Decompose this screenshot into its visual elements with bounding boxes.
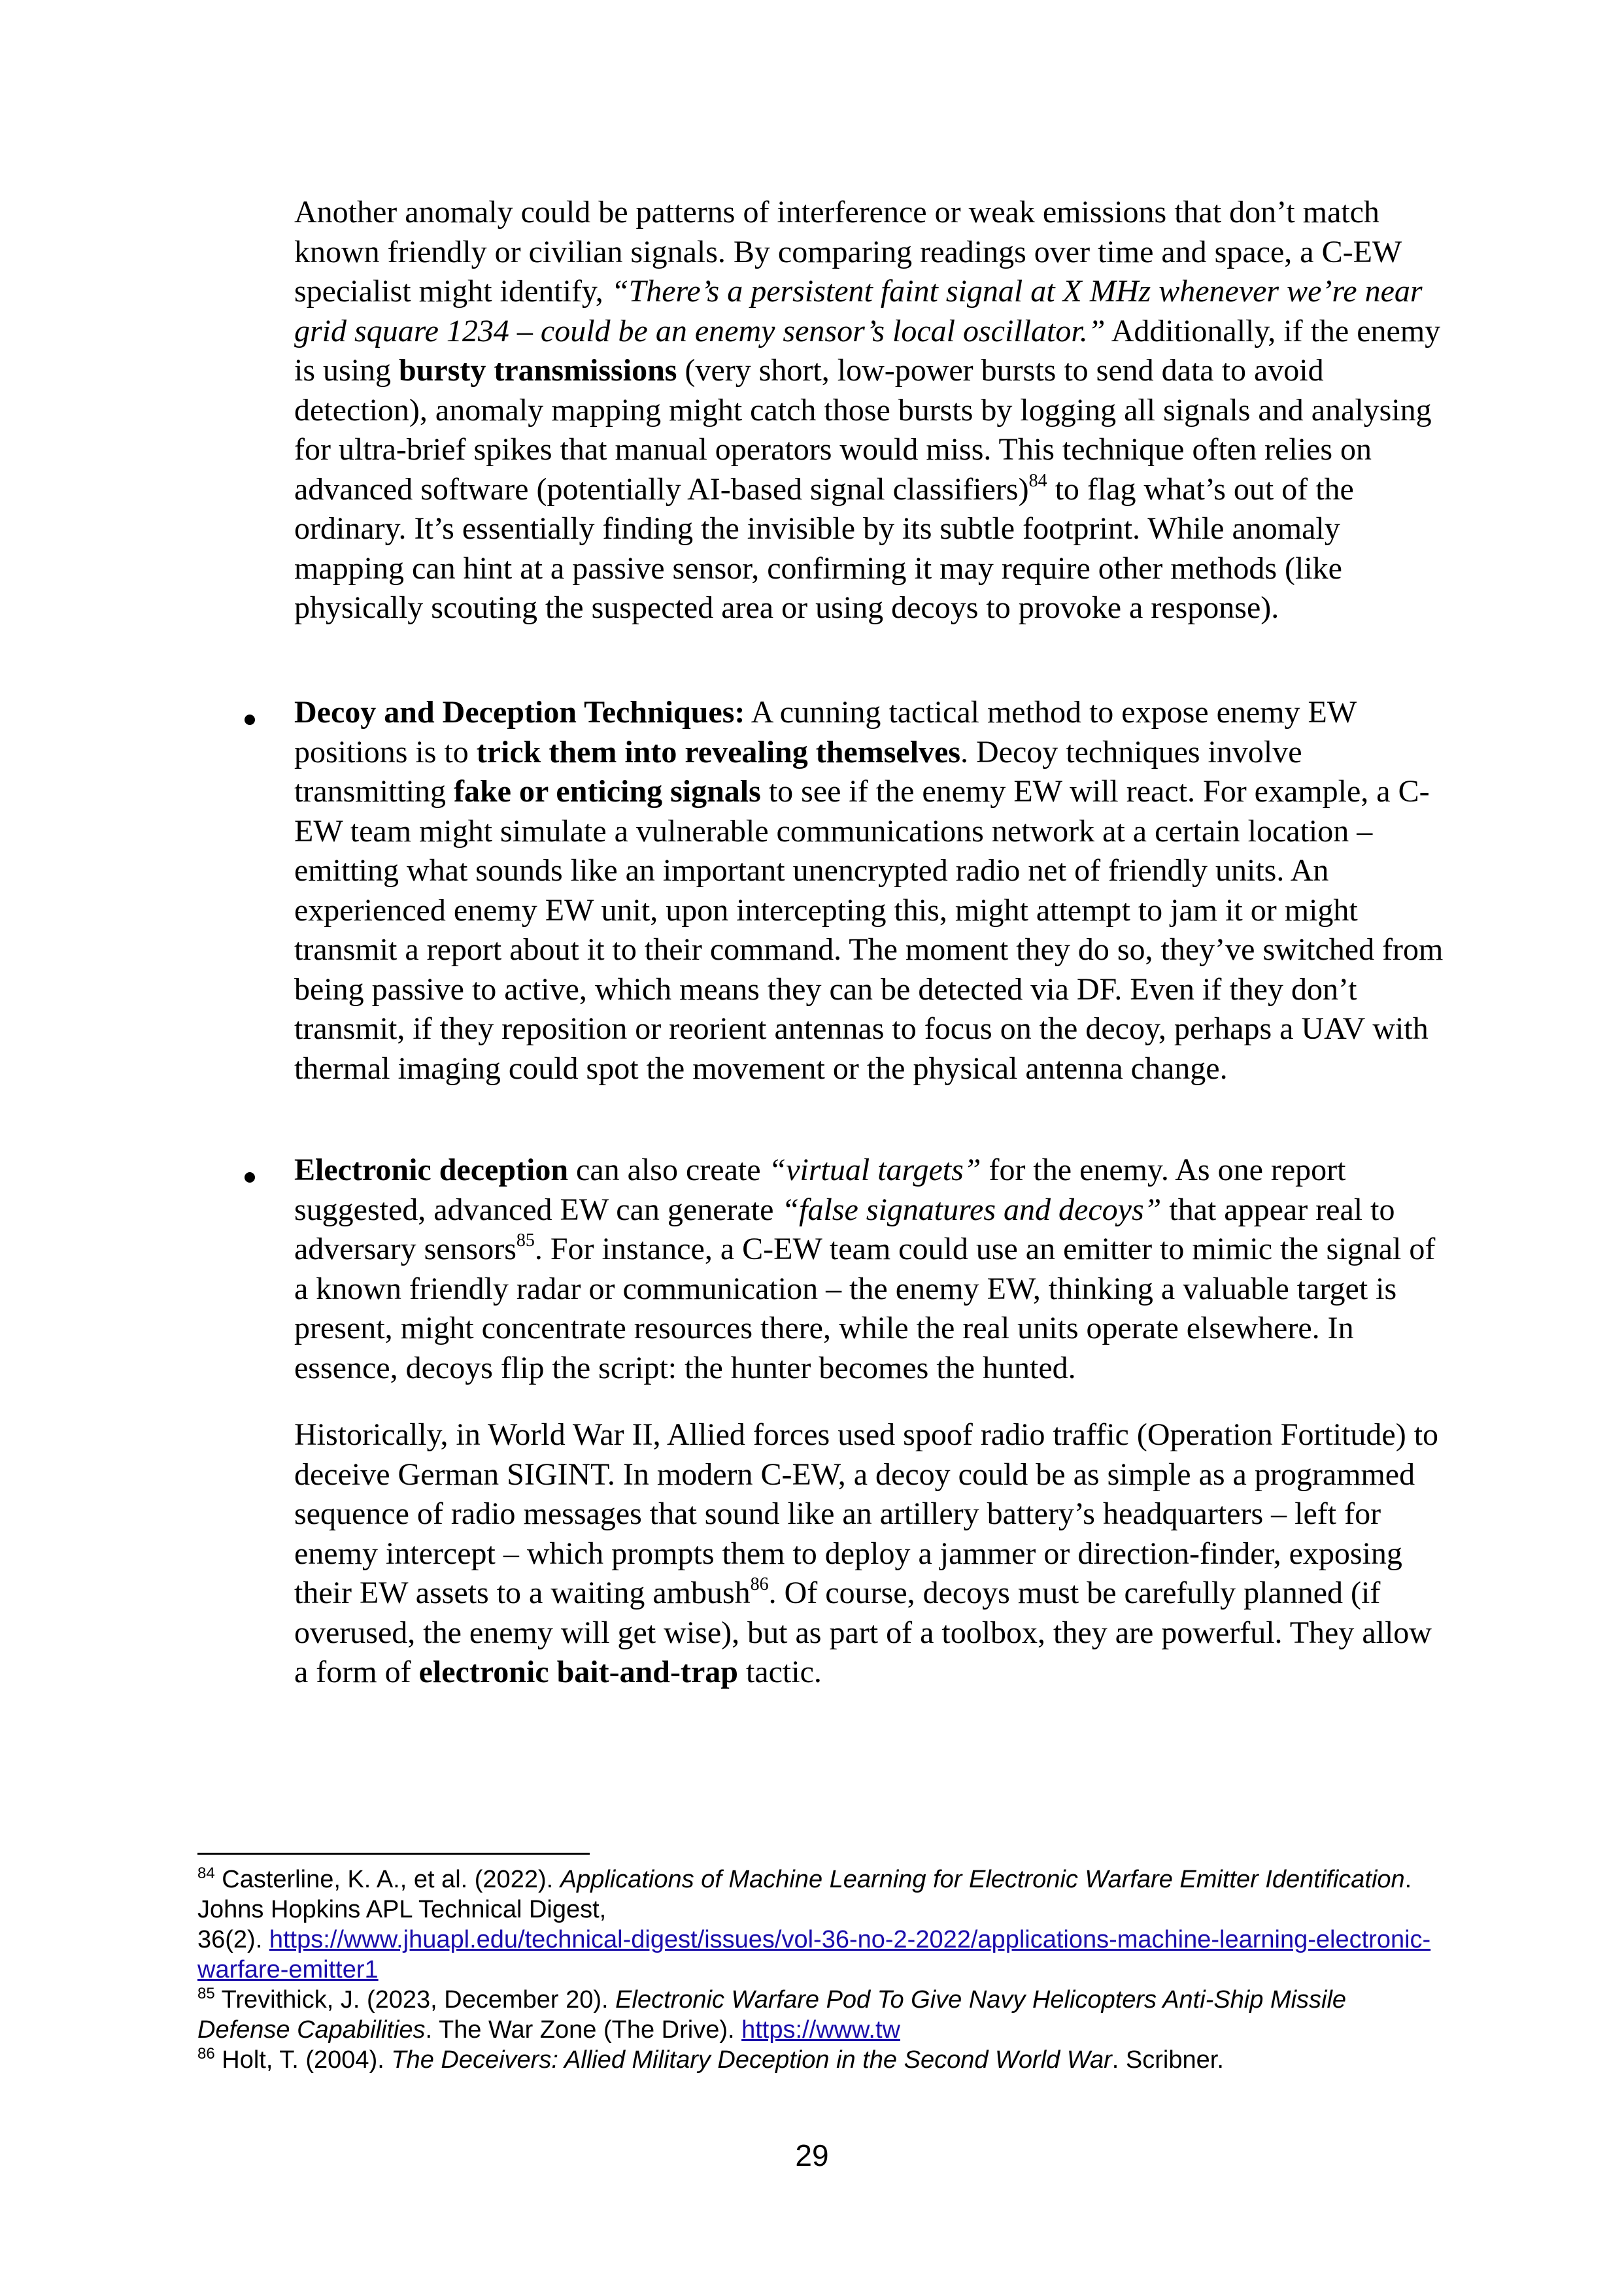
footnote-title: Electronic Warfare Pod To Give Navy Helicopters Anti-Ship Missile Defense Capabilities [197,1986,1347,2044]
footnote-number: 85 [197,1985,215,2002]
footnote-number: 84 [197,1864,215,1882]
bullet-decoy-deception [294,693,1445,1088]
text-segment: to flag what’s out of the ordinary. It’s essentially finding the invisible by its subtle footprint. While anomaly mapping can hint at a passive sensor, confirming it may require other methods (like physically scouting the suspected area or using decoys to provoke a response). [294,471,1354,625]
footnote-link[interactable]: https://www.jhuapl.edu/technical-digest/issues/vol-36-no-2-2022/applications-machine-learning-electronic-warfare-emitter1 [197,1926,1431,1983]
italic-quote: “There’s a persistent faint signal at X MHz whenever we’re near grid square 1234 – could be an enemy sensor’s local oscillator.” [294,274,1423,348]
footnote-86 [197,2045,1440,2075]
footnote-text: Trevithick, J. (2023, December 20). [214,1986,616,2014]
footnote-84 [197,1864,1440,1985]
footnote-ref-84[interactable]: 84 [1028,470,1047,491]
bold-term: trick them into revealing themselves [476,734,961,769]
footnote-85 [197,1985,1440,2045]
bold-term: bursty transmissions [399,353,677,388]
bullet-electronic-deception [294,1151,1445,1388]
bullet-heading: Decoy and Deception Techniques: [294,695,745,730]
footnote-link[interactable]: https://www.tw [741,2016,900,2044]
text-segment: Additionally, if the enemy is using [294,313,1441,388]
footnote-text: Casterline, K. A., et al. (2022). [214,1866,560,1893]
footnote-text: . The War Zone (The Drive). [425,2016,742,2044]
bullet-dot-icon [245,715,255,725]
page-number: 29 [795,2138,829,2172]
text-segment: . For instance, a C-EW team could use an emitter to mimic the signal of a known friendly radar or communication – the enemy EW, thinking a valuable target is present, might concentrate resources there, while the real units operate elsewhere. In essence, decoys flip the script: the hunter becomes the hunted. [294,1232,1436,1385]
footnotes-section [197,1864,1440,2075]
bullet-dot-icon [245,1172,255,1183]
footnote-text: 36(2). [197,1926,269,1953]
bullet-heading: Electronic deception [294,1153,569,1187]
footnote-title: Applications of Machine Learning for Electronic Warfare Emitter Identification [560,1866,1405,1893]
footnote-divider [197,1853,590,1855]
bold-term: electronic bait-and-trap [418,1655,738,1689]
text-segment: for the enemy. As one report suggested, advanced EW can generate [294,1153,1346,1227]
paragraph-historical-decoys [294,1415,1445,1693]
text-segment: that appear real to adversary sensors [294,1192,1395,1266]
text-segment: . Decoy techniques involve transmitting [294,734,1302,809]
text-segment: tactic. [737,1655,822,1689]
text-segment: Another anomaly could be patterns of interference or weak emissions that don’t match known friendly or civilian signals. By comparing readings over time and space, a C-EW specialist might identify, [294,195,1402,309]
text-segment: to see if the enemy EW will react. For example, a C-EW team might simulate a vulnerable communications network at a certain location – emitting what sounds like an important unencrypted radio net of friendly units. An experienced enemy EW unit, upon intercepting this, might attempt to jam it or might transmit a report about it to their command. The moment they do so, they’ve switched from being passive to active, which means they can be detected via DF. Even if they don’t transmit, if they reposition or reorient antennas to focus on the decoy, perhaps a UAV with thermal imaging could spot the movement or the physical antenna change. [294,774,1444,1086]
italic-term: “virtual targets” [768,1153,981,1187]
footnote-text: Holt, T. (2004). [214,2046,392,2074]
footnote-text: . Scribner. [1111,2046,1224,2074]
text-segment: . Of course, decoys must be carefully planned (if overused, the enemy will get wise), but as part of a toolbox, they are powerful. They allow a form of [294,1576,1432,1689]
italic-term: “false signatures and decoys” [781,1192,1162,1227]
footnote-ref-86[interactable]: 86 [750,1574,769,1594]
text-segment: A cunning tactical method to expose enemy EW positions is to [294,695,1357,769]
footnote-ref-85[interactable]: 85 [516,1230,535,1251]
footnote-number: 86 [197,2045,215,2063]
footnote-title: The Deceivers: Allied Military Deception in the Second World War [391,2046,1112,2074]
paragraph-anomaly-mapping [294,193,1445,628]
footnote-text: . Johns Hopkins APL Technical Digest, [197,1866,1412,1923]
text-segment: can also create [568,1153,769,1187]
text-segment: (very short, low-power bursts to send data to avoid detection), anomaly mapping might catch those bursts by logging all signals and analysing for ultra-brief spikes that manual operators would miss. This technique often relies on advanced software (potentially AI-based signal classifiers) [294,353,1432,507]
bold-term: fake or enticing signals [453,774,761,809]
text-segment: Historically, in World War II, Allied forces used spoof radio traffic (Operation Fortitude) to deceive German SIGINT. In modern C-EW, a decoy could be as simple as a programmed sequence of radio messages that sound like an artillery battery’s headquarters – left for enemy intercept – which prompts them to deploy a jammer or direction-finder, exposing their EW assets to a waiting ambush [294,1417,1439,1610]
